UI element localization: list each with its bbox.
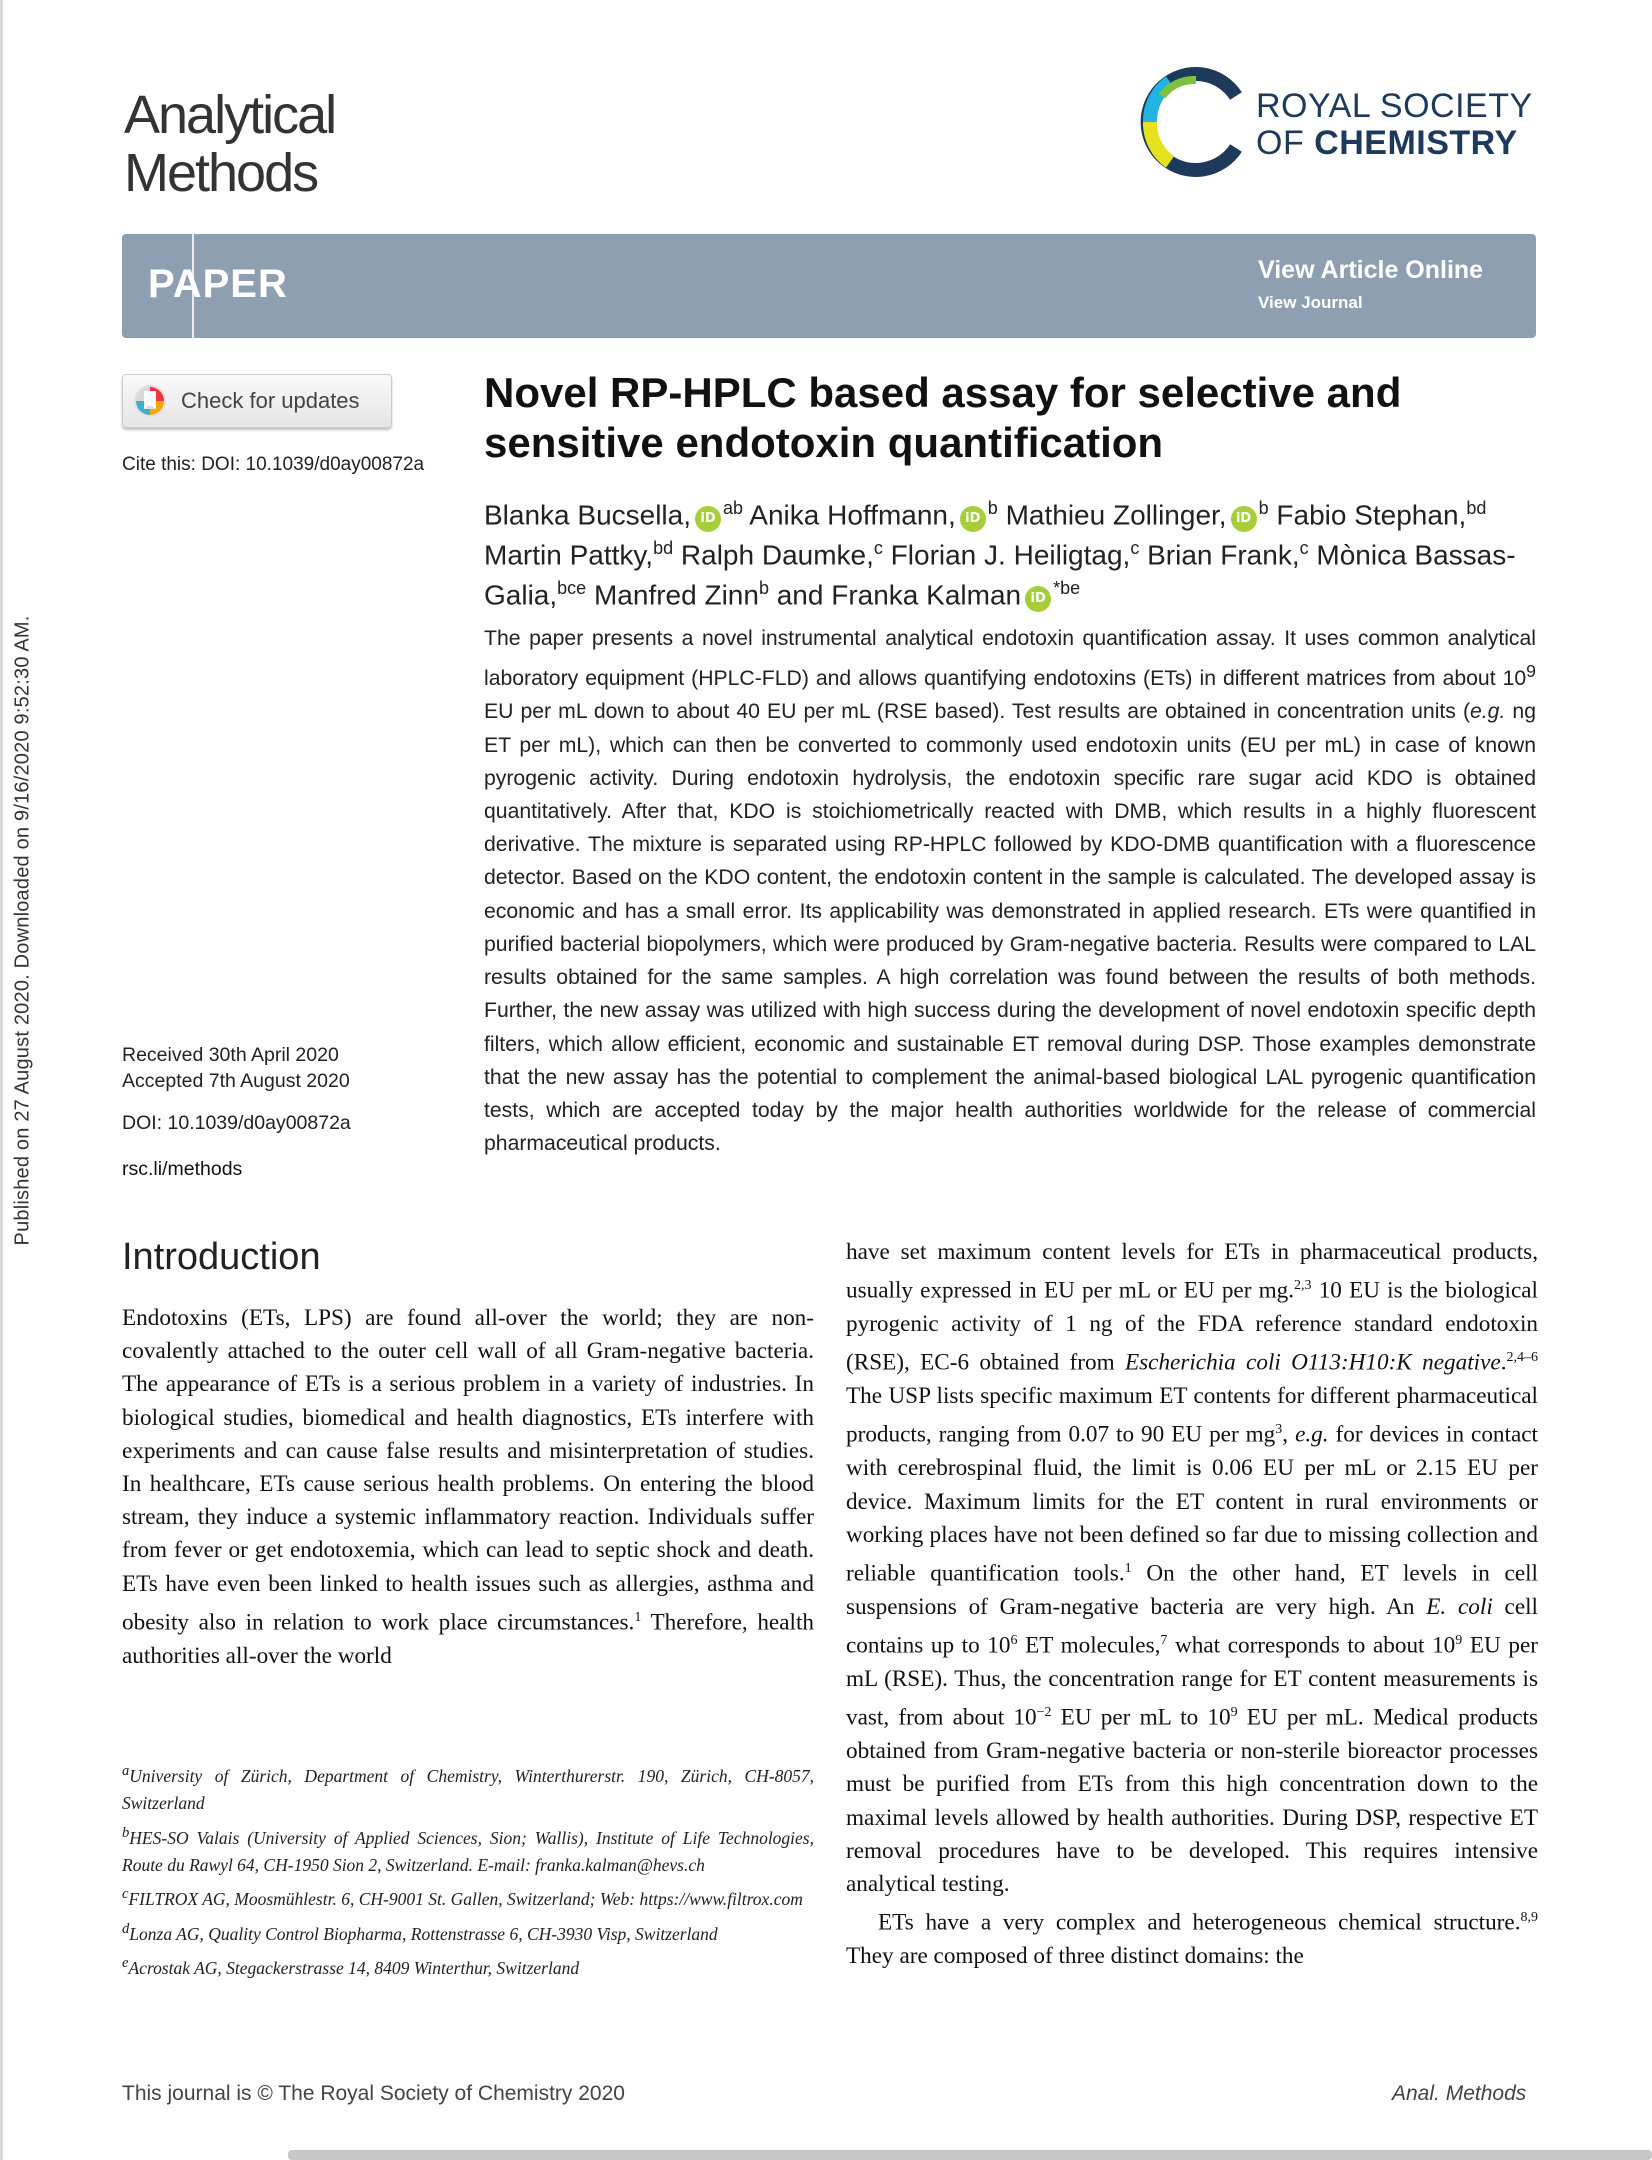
body-paragraph [846, 1236, 1538, 1901]
orcid-icon[interactable]: iD [1025, 586, 1051, 612]
body-exponent: 9 [1455, 1633, 1463, 1649]
author-name[interactable]: Martin Pattky, [484, 539, 654, 571]
affiliation-note-mark: e [122, 1954, 129, 1971]
accepted-date: Accepted 7th August 2020 [122, 1070, 350, 1092]
citation-ref[interactable]: 1 [634, 1609, 642, 1625]
citation-ref[interactable]: 2,3 [1294, 1278, 1312, 1294]
affiliation-mark: bce [557, 577, 587, 598]
citation-ref[interactable]: 3 [1275, 1422, 1283, 1438]
orcid-icon[interactable]: iD [1231, 506, 1257, 532]
check-for-updates-button[interactable] [122, 374, 392, 428]
journal-title-line1: Analytical [124, 85, 336, 145]
orcid-icon[interactable]: iD [695, 506, 721, 532]
affiliation-note-text: HES-SO Valais (University of Applied Sciences, Sion; Wallis), Institute of Life Technologies, Route du Rawyl 64, CH-1950 Sion 2, Switzerland. E-mail: franka.kalman@hevs.ch [122, 1827, 814, 1875]
affiliation-note [122, 1881, 814, 1913]
publisher-chemistry: CHEMISTRY [1314, 124, 1518, 162]
body-italic: e.g. [1295, 1422, 1329, 1449]
author-conjunction: and [776, 578, 824, 610]
rsc-logo-icon [1140, 66, 1252, 178]
affiliation-mark: b [987, 498, 998, 518]
body-text: On the other hand, ET levels in cell suspensions of Gram-negative bacteria are very high. An [846, 1560, 1539, 1620]
body-text: ETs have a very complex and heterogeneous chemical structure. [878, 1910, 1521, 1936]
author-name[interactable]: Ralph Daumke, [680, 539, 874, 571]
citation-ref[interactable]: 1 [1124, 1561, 1132, 1577]
orcid-icon[interactable]: iD [960, 506, 986, 532]
page-edge [0, 0, 3, 2160]
body-text: Therefore, health authorities all-over the world [122, 1609, 814, 1669]
article-type-banner [122, 234, 1536, 338]
body-column-right [846, 1236, 1538, 1973]
article-dates [122, 1042, 350, 1094]
horizontal-scrollbar[interactable] [288, 2150, 1652, 2160]
author-name[interactable]: Fabio Stephan, [1276, 499, 1467, 531]
affiliation-mark: b [1258, 498, 1269, 518]
author-name[interactable]: Manfred Zinn [593, 578, 759, 610]
affiliation-note [122, 1758, 814, 1818]
abstract-text: ng ET per mL), which can then be converted to commonly used endotoxin units (EU per mL) in case of known pyrogenic activity. During endotoxin hydrolysis, the endotoxin specific rare sugar acid KDO is obtained quantitatively. After that, KDO is stoichiometrically reacted with DMB, which results in a highly fluorescent derivative. The mixture is separated using RP-HPLC followed by KDO-DMB quantification with a fluorescence detector. Based on the KDO content, the endotoxin content in the sample is calculated. The developed assay is economic and has a small error. Its applicability was demonstrated in applied research. ETs were quantified in purified bacterial biopolymers, which were produced by Gram-negative bacteria. Results were compared to LAL results obtained for the same samples. A high correlation was found between the results of both methods. Further, the new assay was utilized with high success during the development of novel endotoxin specific depth filters, which allow efficient, economic and sustainable ET removal during DSP. Those examples demonstrate that the new assay has the potential to complement the animal-based biological LAL pyrogenic quantification tests, which are accepted today by the major health authorities worldwide for the release of commercial pharmaceutical products. [484, 700, 1536, 1156]
body-italic: E. coli [1426, 1593, 1493, 1620]
publisher-logo [1140, 60, 1560, 180]
journal-title-line2: Methods [124, 143, 318, 203]
affiliation-note-mark: a [122, 1763, 130, 1779]
author-name[interactable]: Mònica Bassas-Galia, [484, 539, 1516, 610]
author-name[interactable]: Franka Kalman [831, 578, 1022, 610]
affiliation-mark: bd [653, 538, 674, 559]
affiliation-note-mark: d [122, 1920, 130, 1937]
affiliation-mark: ab [723, 498, 744, 518]
publisher-of: OF [1256, 124, 1305, 162]
check-for-updates-label: Check for updates [181, 388, 360, 413]
author-name[interactable]: Mathieu Zollinger, [1005, 499, 1227, 531]
abstract-text: EU per mL down to about 40 EU per mL (RSE based). Test results are obtained in concentration units ( [484, 700, 1471, 724]
body-text: They are composed of three distinct domains: the [846, 1943, 1304, 1970]
article-title: Novel RP-HPLC based assay for selective and sensitive endotoxin quantification [484, 369, 1402, 466]
abstract-exponent: 9 [1526, 661, 1536, 682]
body-text: EU per mL. Medical products obtained from Gram-negative bacteria or non-sterile bioreactor processes must be purified from ETs from this high concentration down to the maximal levels allowed by health authorities. During DSP, respective ET removal procedures have to be developed. This requires intensive analytical testing. [846, 1705, 1538, 1898]
author-name[interactable]: Brian Frank, [1147, 539, 1300, 571]
body-text: . [1500, 1350, 1507, 1377]
abstract-text: The paper presents a novel instrumental analytical endotoxin quantification assay. It uses common analytical laboratory equipment (HPLC-FLD) and allows quantifying endotoxins (ETs) in different matrices from about 10 [484, 627, 1536, 691]
body-exponent: 9 [1230, 1705, 1238, 1721]
body-text: Endotoxins (ETs, LPS) are found all-over the world; they are non-covalently attached to the outer cell wall of all Gram-negative bacteria. The appearance of ETs is a serious problem in a variety of industries. In biological studies, biomedical and health diagnostics, ETs interfere with experiments and can cause false results and misinterpretation of studies. In healthcare, ETs cause serious health problems. On entering the blood stream, they induce a systemic inflammatory reaction. Individuals suffer from fever or get endotoxemia, which can lead to septic shock and death. ETs have even been linked to health issues such as allergies, asthma and obesity also in relation to work place circumstances. [122, 1305, 814, 1636]
affiliation-mark: c [1299, 538, 1309, 559]
cite-line [122, 454, 424, 476]
author-name[interactable]: Anika Hoffmann, [749, 499, 956, 531]
publisher-name [1256, 88, 1533, 162]
article-type: PAPER [148, 262, 288, 306]
body-text: for devices in contact with cerebrospinal fluid, the limit is 0.06 EU per mL or 2.15 EU per device. Maximum limits for the ET content in rural environments or working places have not been defined so far due to missing collection and reliable quantification tools. [846, 1422, 1538, 1587]
body-text: ET molecules, [1017, 1632, 1161, 1659]
body-text: The USP lists specific maximum ET contents for different pharmaceutical products, ranging from 0.07 to 90 EU per mg [846, 1383, 1538, 1449]
download-stamp [8, 600, 38, 1260]
body-text: 10 EU is the biological pyrogenic activity of 1 ng of the FDA reference standard endotoxin (RSE), EC-6 obtained from [846, 1277, 1538, 1377]
cite-doi[interactable]: DOI: 10.1039/d0ay00872a [201, 454, 425, 475]
download-stamp-text: Published on 27 August 2020. Downloaded on 9/16/2020 9:52:30 AM. [11, 615, 34, 1245]
affiliation-note [122, 1916, 814, 1948]
body-exponent: −2 [1036, 1705, 1052, 1721]
publisher-line2 [1256, 125, 1533, 162]
affiliation-mark: bd [1466, 498, 1487, 518]
abstract-eg: e.g. [1470, 700, 1506, 724]
body-text: , [1282, 1422, 1296, 1449]
journal-link[interactable]: rsc.li/methods [122, 1158, 243, 1180]
journal-title [124, 86, 335, 202]
body-text: cell contains up to 10 [846, 1593, 1539, 1659]
citation-ref[interactable]: 2,4–6 [1506, 1350, 1538, 1366]
body-column-left [122, 1302, 814, 1673]
body-text: EU per mL (RSE). Thus, the concentration range for ET content measurements is vast, from about 10 [846, 1632, 1538, 1732]
body-text: what corresponds to about 10 [1167, 1632, 1456, 1659]
body-italic: Escherichia coli O113:H10:K negative [1124, 1350, 1501, 1377]
affiliation-note-mark: b [122, 1824, 130, 1841]
view-article-online-link[interactable]: View Article Online [1258, 256, 1484, 284]
affiliation-mark: c [873, 538, 883, 559]
affiliation-note-text: FILTROX AG, Moosmühlestr. 6, CH-9001 St. Gallen, Switzerland; Web: https://www.filtrox.com [128, 1889, 803, 1910]
affiliation-note-text: Lonza AG, Quality Control Biopharma, Rottenstrasse 6, CH-3930 Visp, Switzerland [129, 1923, 718, 1944]
affiliation-note [122, 1950, 814, 1982]
body-exponent: 6 [1010, 1633, 1018, 1649]
affiliation-mark: c [1130, 538, 1140, 559]
article-doi[interactable]: DOI: 10.1039/d0ay00872a [122, 1112, 351, 1134]
affiliation-footnotes [122, 1758, 814, 1984]
view-journal-link[interactable]: View Journal [1258, 293, 1363, 312]
crossmark-icon [133, 384, 167, 418]
publisher-line1: ROYAL SOCIETY [1256, 87, 1533, 125]
affiliation-mark: b [758, 577, 769, 598]
affiliation-mark: *be [1053, 577, 1081, 598]
received-date: Received 30th April 2020 [122, 1044, 339, 1066]
cite-label: Cite this: [122, 454, 196, 475]
body-paragraph [846, 1901, 1538, 1973]
footer-journal: Anal. Methods [1392, 2082, 1527, 2105]
section-heading: Introduction [122, 1236, 321, 1278]
author-name[interactable]: Florian J. Heiligtag, [890, 539, 1131, 571]
abstract [484, 622, 1536, 1160]
author-list [484, 492, 1544, 612]
author-name[interactable]: Blanka Bucsella, [484, 499, 692, 531]
citation-ref[interactable]: 8,9 [1520, 1910, 1538, 1926]
affiliation-note-text: University of Zürich, Department of Chemistry, Winterthurerstr. 190, Zürich, CH-8057, Switzerland [122, 1765, 814, 1814]
citation-ref[interactable]: 7 [1160, 1633, 1168, 1649]
affiliation-note-mark: c [122, 1886, 129, 1903]
affiliation-note-text: Acrostak AG, Stegackerstrasse 14, 8409 Winterthur, Switzerland [128, 1957, 580, 1978]
body-text: have set maximum content levels for ETs in pharmaceutical products, usually expressed in EU per mL or EU per mg. [846, 1239, 1538, 1304]
footer-copyright: This journal is © The Royal Society of Chemistry 2020 [122, 2082, 625, 2105]
affiliation-note [122, 1820, 814, 1880]
body-text: EU per mL to 10 [1051, 1705, 1231, 1732]
